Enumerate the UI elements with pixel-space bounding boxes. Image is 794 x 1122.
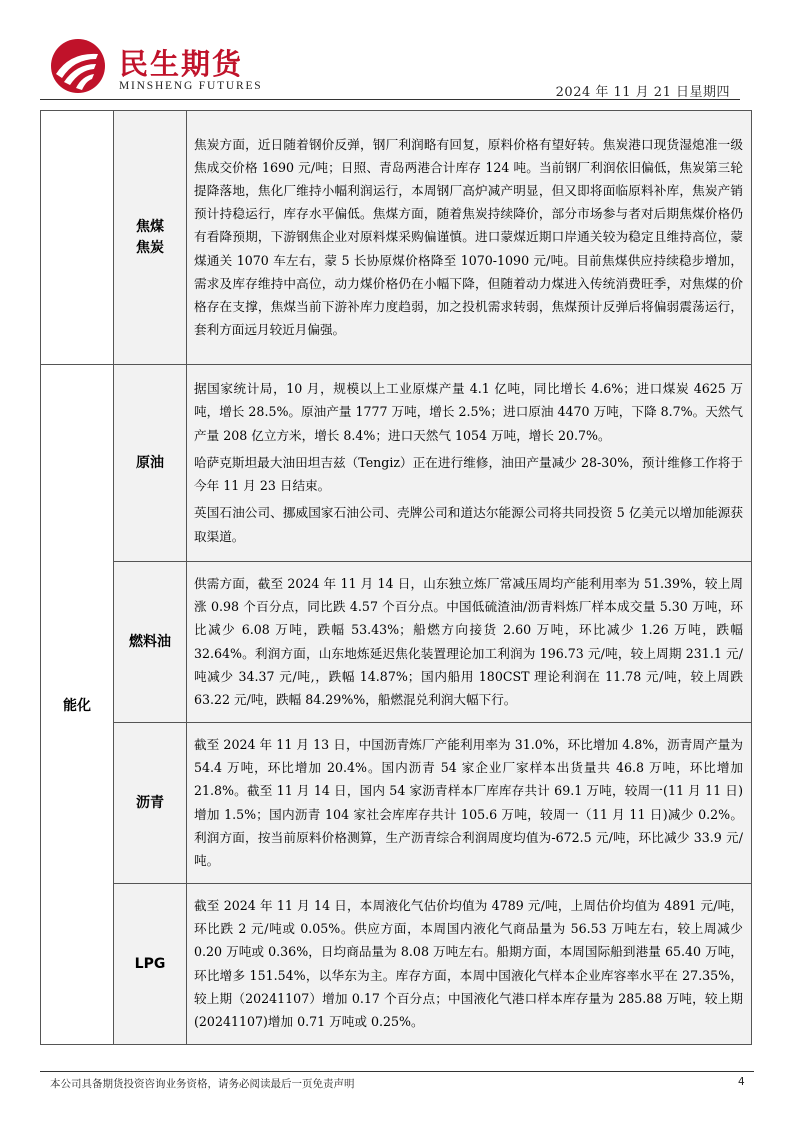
content-cell bbox=[187, 562, 752, 723]
table-row bbox=[41, 884, 752, 1045]
table-row bbox=[41, 562, 752, 723]
header-divider bbox=[40, 99, 740, 100]
paragraph: 供需方面，截至 2024 年 11 月 14 日，山东独立炼厂常减压周均产能利用率为 51.39%，较上周涨 0.98 个百分点，同比跌 4.57 个百分点。中国低硫渣油/沥青料炼厂样本成交量 5.30 万吨，环比减少 6.08 万吨，跌幅 53.43%；船燃方向接货 2.60 万吨，环比减少 1.26 万吨，跌幅 32.64%。利润方面，山东地炼延迟焦化装置理论加工利润为 196.73 元/吨，较上周期 231.1 元/吨减少 34.37 元/吨,，跌幅 14.87%；国内船用 180CST 理论利润在 11.78 元/吨，较上周跌 63.22 元/吨，跌幅 84.29%%，船燃混兑利润大幅下行。 bbox=[194, 575, 743, 707]
content-cell bbox=[187, 365, 752, 562]
table-row bbox=[41, 111, 752, 365]
product-label: 燃料油 bbox=[129, 633, 171, 650]
report-date: 2024 年 11 月 21 日星期四 bbox=[555, 85, 730, 100]
commodity-table bbox=[40, 110, 752, 1045]
product-cell bbox=[114, 884, 187, 1045]
minsheng-logo-icon bbox=[50, 38, 106, 94]
page-header bbox=[40, 34, 754, 100]
content-cell bbox=[187, 723, 752, 884]
product-cell bbox=[114, 365, 187, 562]
paragraph: 截至 2024 年 11 月 13 日，中国沥青炼厂产能利用率为 31.0%，环比增加 4.8%，沥青周产量为 54.4 万吨，环比增加 20.4%。国内沥青 54 家企业厂家样本出货量共 46.8 万吨，环比增加 21.8%。截至 11 月 14 日，国内 54 家沥青样本厂库库存共计 69.1 万吨，较周一(11 月 11 日)增加 1.5%；国内沥青 104 家社会库库存共计 105.6 万吨，较周一（11 月 11 日)减少 0.2%。利润方面，按当前原料价格测算，生产沥青综合利润周度均值为-672.5 元/吨，环比减少 33.9 元/吨。 bbox=[194, 736, 743, 868]
product-label: 焦煤 焦炭 bbox=[136, 218, 164, 256]
content-cell bbox=[187, 884, 752, 1045]
sector-cell bbox=[41, 365, 114, 1045]
table-row bbox=[41, 723, 752, 884]
paragraph: 英国石油公司、挪威国家石油公司、壳牌公司和道达尔能源公司将共同投资 5 亿美元以增加能源获取渠道。 bbox=[194, 505, 743, 544]
footer-divider bbox=[40, 1071, 754, 1072]
page-number: 4 bbox=[738, 1076, 745, 1088]
brand-name-cn: 民生期货 bbox=[119, 47, 244, 81]
content-cell bbox=[187, 111, 752, 365]
paragraph: 据国家统计局，10 月，规模以上工业原煤产量 4.1 亿吨，同比增长 4.6%；进口煤炭 4625 万吨，增长 28.5%。原油产量 1777 万吨，增长 2.5%；进口原油 4470 万吨，下降 8.7%。天然气产量 208 亿立方米，增长 8.4%；进口天然气 1054 万吨，增长 20.7%。 bbox=[194, 381, 743, 443]
sector-cell-empty bbox=[41, 111, 114, 365]
disclaimer: 本公司具备期货投资咨询业务资格，请务必阅读最后一页免责声明 bbox=[50, 1078, 355, 1090]
product-label: 原油 bbox=[136, 454, 164, 471]
product-cell bbox=[114, 562, 187, 723]
paragraph: 焦炭方面，近日随着钢价反弹，钢厂利润略有回复，原料价格有望好转。焦炭港口现货湿熄准一级焦成交价格 1690 元/吨；日照、青岛两港合计库存 124 吨。当前钢厂利润依旧偏低，焦炭第三轮提降落地，焦化厂维持小幅利润运行，本周钢厂高炉减产明显，但又即将面临原料补库，焦炭产销预计持稳运行，库存水平偏低。焦煤方面，随着焦炭持续降价，部分市场参与者对后期焦煤价格仍有看降预期，下游钢焦企业对原料煤采购偏谨慎。进口蒙煤近期口岸通关较为稳定且维持高位，蒙煤通关 1070 车左右，蒙 5 长协原煤价格降至 1070-1090 元/吨。目前焦煤供应持续稳步增加，需求及库存维持中高位，动力煤价格仍在小幅下降，但随着动力煤进入传统消费旺季，对焦煤的价格存在支撑，焦煤当前下游补库力度趋弱，加之投机需求转弱，焦煤预计反弹后将偏弱震荡运行，套利方面远月较近月偏强。 bbox=[194, 136, 743, 338]
sector-label: 能化 bbox=[63, 697, 91, 714]
product-label: 沥青 bbox=[136, 794, 164, 811]
paragraph: 截至 2024 年 11 月 14 日，本周液化气估价均值为 4789 元/吨，上周估价均值为 4891 元/吨，环比跌 2 元/吨或 0.05%。供应方面，本周国内液化气商品量为 56.53 万吨左右，较上周减少 0.20 万吨或 0.36%，日均商品量为 8.08 万吨左右。船期方面，本周国际船到港量 65.40 万吨，环比增多 151.54%，以华东为主。库存方面，本周中国液化气样本企业库容率水平在 27.35%，较上期（20241107）增加 0.17 个百分点；中国液化气港口样本库存量为 285.88 万吨，较上期(20241107)增加 0.71 万吨或 0.25%。 bbox=[194, 897, 743, 1029]
brand-name-en: MINSHENG FUTURES bbox=[119, 80, 263, 92]
product-cell bbox=[114, 723, 187, 884]
product-cell bbox=[114, 111, 187, 365]
table-row bbox=[41, 365, 752, 562]
product-label: LPG bbox=[134, 955, 166, 972]
paragraph: 哈萨克斯坦最大油田坦吉兹（Tengiz）正在进行维修，油田产量减少 28-30%，预计维修工作将于今年 11 月 23 日结束。 bbox=[194, 454, 743, 494]
